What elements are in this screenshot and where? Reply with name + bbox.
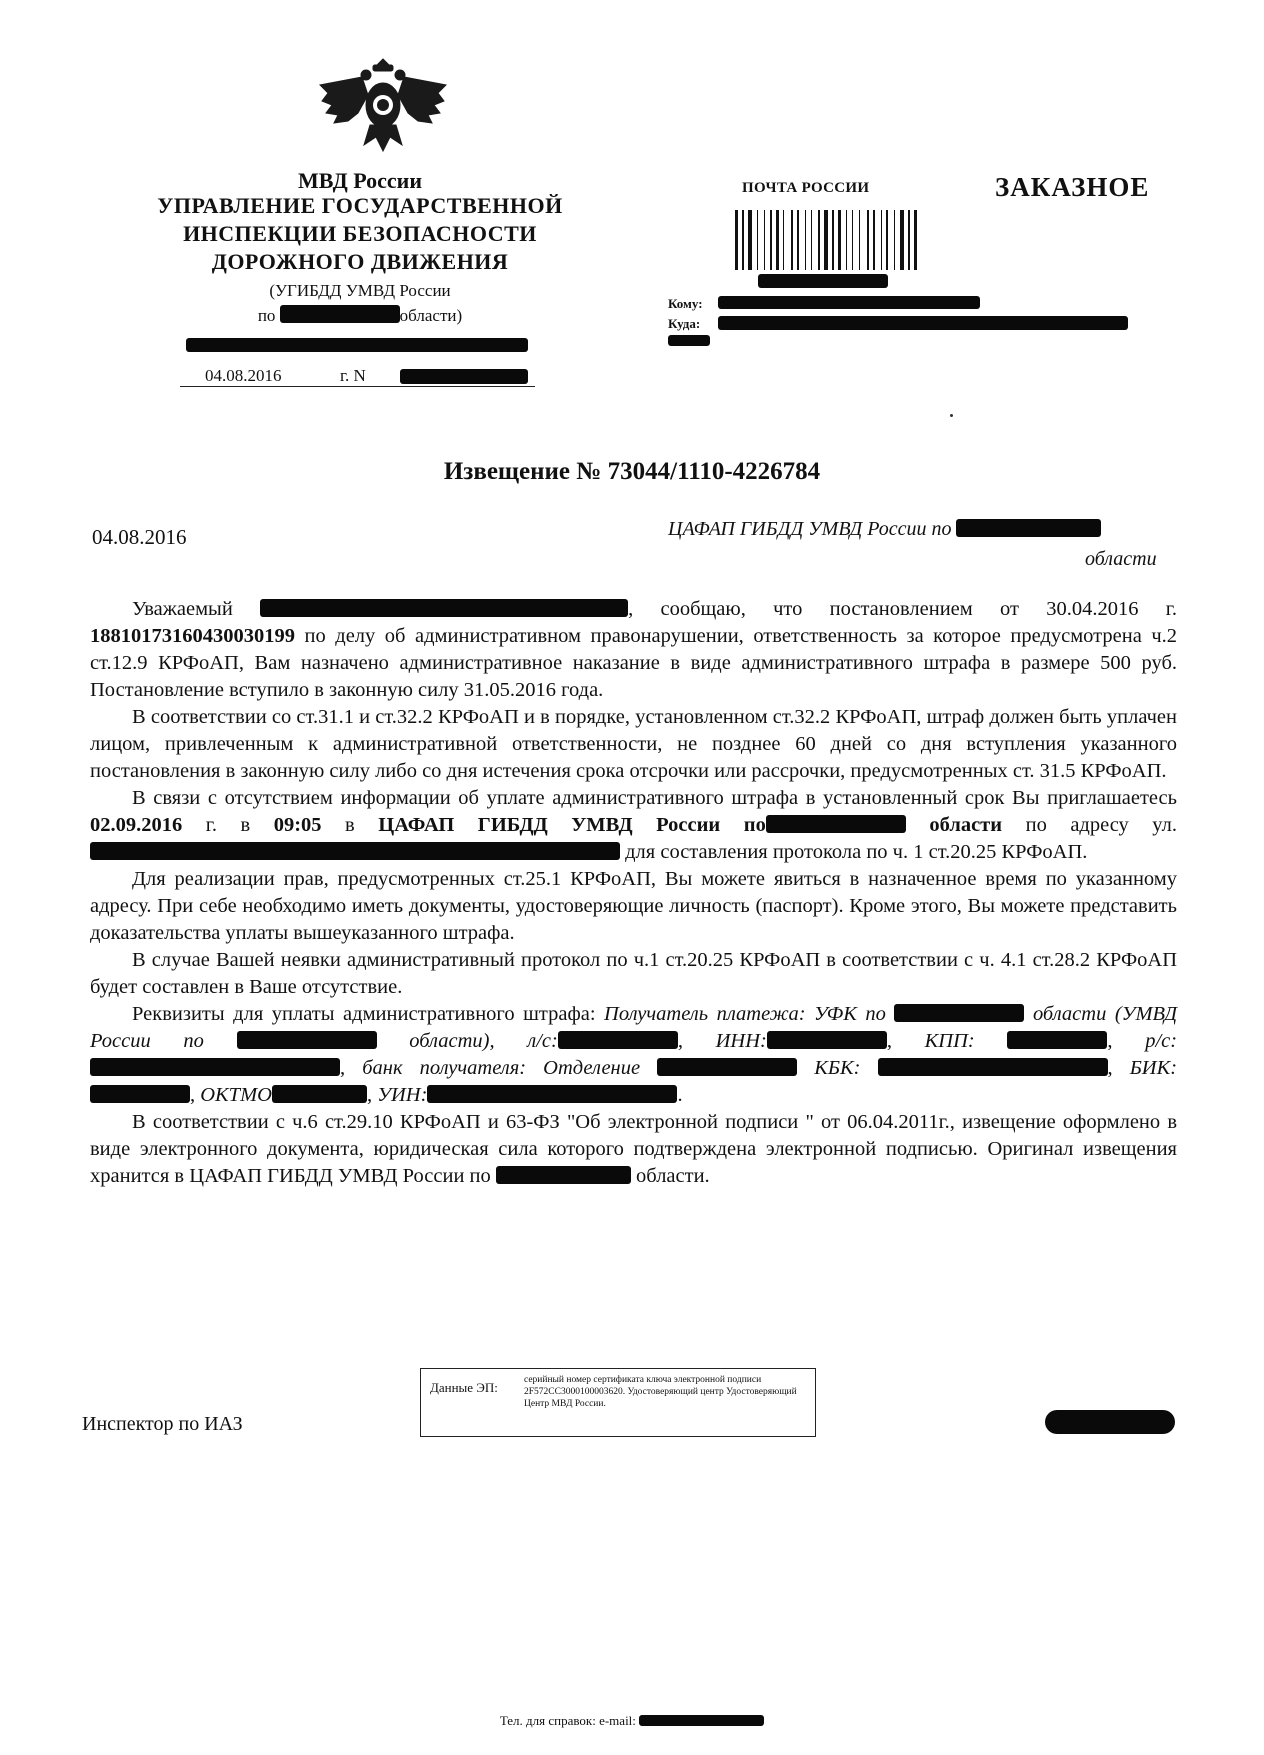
doc-date: 04.08.2016	[205, 366, 282, 385]
payment-recipient: Получатель платежа: УФК по	[604, 1003, 886, 1025]
redacted-kpp	[1007, 1031, 1107, 1049]
notice-body	[90, 596, 1177, 1190]
redacted-region	[894, 1004, 1024, 1022]
payment-region: области (УМВД России по	[90, 1003, 1178, 1052]
redacted-inn	[767, 1031, 887, 1049]
address-prefix: по адресу ул.	[1025, 814, 1178, 836]
paragraph-6: Реквизиты для уплаты административного штрафа: Получатель платежа: УФК по области (УМВД России по области), л/с: , ИНН: , КПП: , р/с:, банк получателя: Отделение КБК: , БИК:, ОКТМО , УИН: .	[90, 1003, 1178, 1106]
org-name-line-3: ДОРОЖНОГО ДВИЖЕНИЯ	[211, 249, 509, 274]
org-region-suffix: области)	[399, 306, 463, 325]
paragraph-3-g: г. в	[205, 814, 251, 836]
redacted-bank	[657, 1058, 797, 1076]
sender-department	[668, 518, 1101, 541]
appointment-time: 09:05	[273, 814, 322, 836]
paragraph-7-region: области.	[636, 1165, 710, 1187]
barcode-bar	[742, 210, 744, 270]
barcode-bar	[908, 210, 910, 270]
redacted-postcode	[668, 335, 710, 346]
uin-label: УИН:	[377, 1084, 428, 1106]
inspector-title: Инспектор по ИАЗ	[82, 1413, 243, 1435]
paragraph-4: Для реализации прав, предусмотренных ст.25.1 КРФоАП, Вы можете явиться в назначенное время по указанному адресу. При себе необходимо иметь документы, удостоверяющие личность (паспорт). Кроме этого, Вы можете представить доказательства уплаты вышеуказанного штрафа.	[90, 868, 1177, 944]
barcode-bar	[797, 210, 799, 270]
redacted-recipient	[718, 296, 980, 309]
redacted-region	[956, 519, 1101, 537]
account-label: л/с:	[527, 1030, 558, 1052]
appointment-place: ЦАФАП ГИБДД УМВД России по	[378, 814, 766, 836]
barcode-bar	[818, 210, 820, 270]
redacted-bank-account	[90, 1058, 340, 1076]
barcode-bar	[838, 210, 841, 270]
barcode-bar	[894, 210, 895, 270]
redacted-account	[558, 1031, 678, 1049]
redacted-bik	[90, 1085, 190, 1103]
barcode-bar	[805, 210, 806, 270]
barcode-bar	[783, 210, 784, 270]
double-headed-eagle-emblem	[318, 55, 448, 155]
paragraph-3-text-a: В связи с отсутствием информации об уплате административного штрафа в установленный срок Вы приглашаетесь	[132, 787, 1177, 809]
appointment-date: 02.09.2016	[90, 814, 183, 836]
barcode-bar	[867, 210, 869, 270]
barcode-bar	[832, 210, 834, 270]
redacted-region	[496, 1166, 631, 1184]
paragraph-5: В случае Вашей неявки административный протокол по ч.1 ст.20.25 КРФоАП в соответствии с ч. 4.1 ст.28.2 КРФоАП будет составлен в Ваше отсутствие.	[90, 949, 1177, 998]
redacted-barcode-number	[758, 274, 888, 288]
greeting: Уважаемый	[132, 598, 233, 620]
barcode-bar	[914, 210, 917, 270]
redacted-region	[280, 305, 400, 323]
notice-date: 04.08.2016	[92, 525, 187, 549]
barcode-bar	[881, 210, 882, 270]
org-abbreviation: (УГИБДД УМВД России	[269, 281, 451, 300]
appointment-region: области	[929, 814, 1003, 836]
barcode-bar	[776, 210, 779, 270]
sender-region: области	[1085, 548, 1157, 570]
bank-label: банк получателя: Отделение	[362, 1057, 641, 1079]
barcode-bar	[852, 210, 853, 270]
post-label: ПОЧТА РОССИИ	[742, 180, 870, 196]
redacted-inspector-name	[1045, 1410, 1175, 1434]
barcode-bar	[859, 210, 860, 270]
notice-title: Извещение № 73044/1110-4226784	[443, 458, 821, 485]
redacted-email	[639, 1715, 764, 1726]
sender-department-name: ЦАФАП ГИБДД УМВД России по	[668, 518, 952, 540]
barcode-bar	[900, 210, 904, 270]
date-underline	[180, 386, 535, 387]
redacted-street	[90, 842, 620, 860]
paragraph-3-in: в	[345, 814, 355, 836]
paragraph-1	[90, 596, 1177, 704]
payment-region-suffix: области),	[409, 1030, 495, 1052]
paragraph-3-text-b: для составления протокола по ч. 1 ст.20.25 КРФоАП.	[625, 841, 1088, 863]
barcode	[735, 210, 1025, 270]
e-signature-label: Данные ЭП:	[430, 1380, 498, 1395]
paragraph-2: В соответствии со ст.31.1 и ст.32.2 КРФоАП и в порядке, установленном ст.32.2 КРФоАП, штраф должен быть уплачен лицом, привлеченным к административной ответственности, не позднее 60 дней со дня вступления указанного постановления в законную силу либо со дня истечения срока отсрочки или рассрочки, предусмотренных ст. 31.5 КРФоАП.	[90, 706, 1177, 782]
redacted-name	[260, 599, 628, 617]
barcode-bar	[735, 210, 738, 270]
org-mvd: МВД России	[297, 168, 422, 193]
bik-label: БИК:	[1129, 1057, 1178, 1079]
barcode-bar	[886, 210, 888, 270]
org-region-prefix: по	[257, 306, 276, 325]
footer-text: Тел. для справок: e-mail:	[499, 1713, 636, 1728]
oktmo-label: ОКТМО	[200, 1084, 272, 1106]
paragraph-1-text-a: , сообщаю, что постановлением от 30.04.2016 г.	[628, 598, 1177, 620]
footer-contacts	[0, 1713, 1264, 1729]
redacted-kbk	[878, 1058, 1108, 1076]
doc-number-label: г. N	[340, 366, 366, 385]
barcode-bar	[770, 210, 772, 270]
org-name-line-1: УПРАВЛЕНИЕ ГОСУДАРСТВЕННОЙ	[157, 193, 563, 218]
bank-account-label: р/с:	[1145, 1030, 1178, 1052]
e-signature-details: серийный номер сертификата ключа электронной подписи 2F572CC3000100003620. Удостоверяющий центр Удостоверяющий Центр МВД России.	[524, 1375, 797, 1409]
paragraph-7	[90, 1109, 1177, 1190]
redacted-region	[237, 1031, 377, 1049]
paragraph-1-text-b: по делу об административном правонарушении, ответственность за которое предусмотрена ч.2 ст.12.9 КРФоАП, Вам назначено административное наказание в виде административного штрафа в размере 500 руб. Постановление вступило в законную силу 31.05.2016 года.	[90, 625, 1177, 701]
barcode-bar	[824, 210, 828, 270]
barcode-bar	[764, 210, 765, 270]
barcode-bar	[811, 210, 812, 270]
scan-dot	[950, 414, 953, 417]
barcode-bar	[873, 210, 875, 270]
paragraph-7-text: В соответствии с ч.6 ст.29.10 КРФоАП и 63-ФЗ "Об электронной подписи " от 06.04.2011г., извещение оформлено в виде электронного документа, юридическая сила которого подтверждена электронной подписью. Оригинал извещения хранится в ЦАФАП ГИБДД УМВД России по	[90, 1111, 1177, 1187]
kbk-label: КБК:	[814, 1057, 861, 1079]
redacted-region	[766, 815, 906, 833]
barcode-bar	[791, 210, 793, 270]
barcode-bar	[846, 210, 847, 270]
org-region	[110, 305, 610, 326]
registered-mail-label: ЗАКАЗНОЕ	[995, 172, 1150, 202]
redacted-uin	[427, 1085, 677, 1103]
redacted-address-line	[718, 316, 1128, 330]
payment-details-intro: Реквизиты для уплаты административного штрафа:	[132, 1003, 596, 1025]
redacted-oktmo	[272, 1085, 367, 1103]
org-name-line-2: ИНСПЕКЦИИ БЕЗОПАСНОСТИ	[183, 221, 537, 246]
redacted-doc-number	[400, 369, 528, 384]
recipient-label: Кому:	[668, 296, 703, 311]
inn-label: ИНН:	[715, 1030, 767, 1052]
redacted-address	[186, 338, 528, 352]
resolution-number: 18810173160430030199	[90, 625, 295, 647]
kpp-label: КПП:	[924, 1030, 975, 1052]
address-label: Куда:	[668, 316, 701, 331]
paragraph-3	[90, 785, 1177, 866]
barcode-bar	[757, 210, 758, 270]
barcode-bar	[748, 210, 752, 270]
